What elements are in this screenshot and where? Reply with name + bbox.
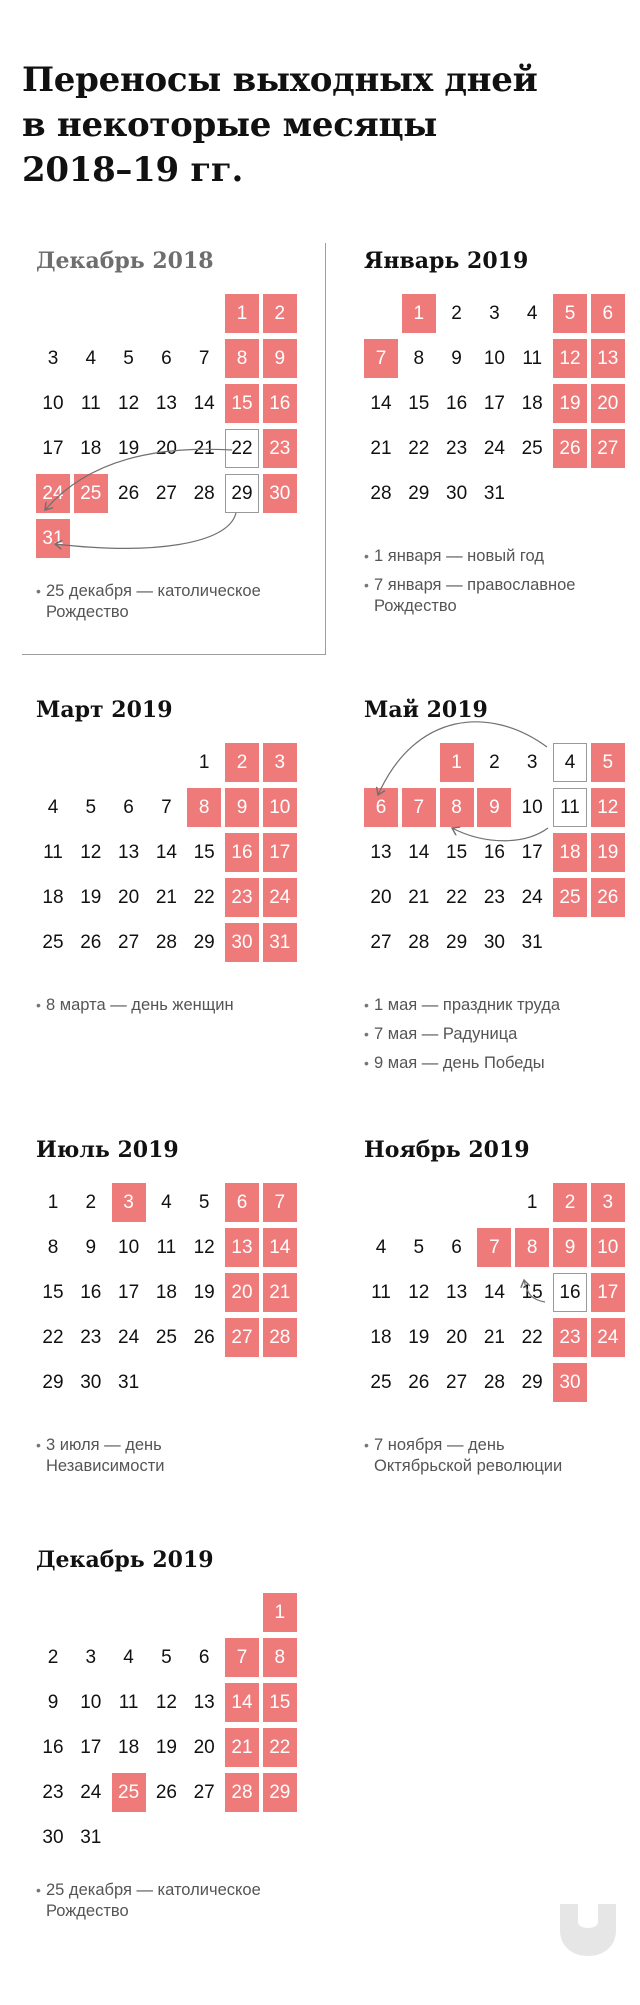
day-cell-16: 16 — [80, 1282, 102, 1303]
calendar-grid — [36, 1593, 306, 1853]
holiday-note: • 1 января — новый год — [364, 546, 640, 567]
day-cell-3: 3 — [489, 303, 500, 324]
day-cell-20: 20 — [591, 384, 625, 423]
day-cell-8: 8 — [187, 788, 221, 827]
day-cell-8: 8 — [225, 339, 259, 378]
month-mar-2019 — [22, 695, 312, 1115]
month-dec-2018 — [22, 246, 312, 666]
day-cell-10: 10 — [483, 348, 505, 369]
day-cell-28: 28 — [370, 483, 392, 504]
day-cell-9: 9 — [451, 348, 462, 369]
day-cell-20: 20 — [155, 438, 177, 459]
day-cell-2: 2 — [47, 1647, 59, 1668]
day-cell-30: 30 — [553, 1363, 587, 1402]
day-cell-25: 25 — [42, 932, 64, 953]
day-cell-3: 3 — [85, 1647, 97, 1668]
day-cell-24: 24 — [118, 1327, 140, 1348]
day-cell-16: 16 — [446, 393, 468, 414]
day-cell-4: 4 — [526, 303, 538, 324]
day-cell-23: 23 — [483, 887, 505, 908]
day-cell-23: 23 — [42, 1782, 64, 1803]
day-cell-2: 2 — [225, 743, 259, 782]
day-cell-5: 5 — [553, 294, 587, 333]
day-cell-25: 25 — [112, 1773, 146, 1812]
day-cell-17: 17 — [263, 833, 297, 872]
day-cell-29: 29 — [225, 474, 259, 513]
day-cell-29: 29 — [521, 1372, 543, 1393]
holiday-note: • 25 декабря — католическое Рождество — [36, 581, 312, 623]
day-cell-6: 6 — [198, 1647, 210, 1668]
calendar-grid — [36, 1183, 306, 1443]
calendar-grid — [364, 294, 634, 554]
day-cell-7: 7 — [477, 1228, 511, 1267]
month-title: Май 2019 — [364, 697, 488, 723]
day-cell-18: 18 — [521, 393, 543, 414]
day-cell-26: 26 — [193, 1327, 215, 1348]
day-cell-31: 31 — [36, 519, 70, 558]
day-cell-7: 7 — [198, 348, 210, 369]
day-cell-16: 16 — [483, 842, 505, 863]
day-cell-1: 1 — [47, 1192, 59, 1213]
day-cell-11: 11 — [156, 1237, 177, 1258]
holiday-note: • 8 марта — день женщин — [36, 995, 312, 1016]
holiday-notes — [364, 546, 640, 625]
day-cell-19: 19 — [155, 1737, 177, 1758]
day-cell-5: 5 — [123, 348, 134, 369]
day-cell-26: 26 — [553, 429, 587, 468]
day-cell-22: 22 — [263, 1728, 297, 1767]
day-cell-5: 5 — [161, 1647, 172, 1668]
day-cell-18: 18 — [155, 1282, 177, 1303]
day-cell-19: 19 — [80, 887, 102, 908]
day-cell-23: 23 — [263, 429, 297, 468]
day-cell-22: 22 — [42, 1327, 64, 1348]
month-dec-2019 — [22, 1545, 312, 1965]
holiday-notes — [364, 995, 640, 1082]
day-cell-21: 21 — [483, 1327, 505, 1348]
day-cell-22: 22 — [225, 429, 259, 468]
holiday-note: • 7 мая — Радуница — [364, 1024, 640, 1045]
day-cell-27: 27 — [155, 483, 177, 504]
day-cell-18: 18 — [370, 1327, 392, 1348]
holiday-notes — [36, 581, 312, 631]
holiday-notes — [36, 995, 312, 1024]
day-cell-26: 26 — [408, 1372, 430, 1393]
day-cell-17: 17 — [118, 1282, 140, 1303]
day-cell-29: 29 — [193, 932, 215, 953]
day-cell-14: 14 — [408, 842, 430, 863]
day-cell-6: 6 — [451, 1237, 462, 1258]
day-cell-28: 28 — [408, 932, 430, 953]
month-title: Январь 2019 — [364, 248, 529, 274]
day-cell-3: 3 — [591, 1183, 625, 1222]
day-cell-25: 25 — [521, 438, 543, 459]
day-cell-24: 24 — [591, 1318, 625, 1357]
day-cell-26: 26 — [591, 878, 625, 917]
day-cell-26: 26 — [155, 1782, 177, 1803]
day-cell-10: 10 — [591, 1228, 625, 1267]
day-cell-24: 24 — [80, 1782, 102, 1803]
day-cell-15: 15 — [446, 842, 468, 863]
day-cell-14: 14 — [483, 1282, 505, 1303]
calendar-grid — [364, 743, 634, 1003]
day-cell-7: 7 — [263, 1183, 297, 1222]
day-cell-29: 29 — [263, 1773, 297, 1812]
day-cell-15: 15 — [42, 1282, 64, 1303]
day-cell-21: 21 — [193, 438, 215, 459]
calendar-grid — [36, 743, 306, 1003]
day-cell-12: 12 — [155, 1692, 177, 1713]
day-cell-6: 6 — [123, 797, 134, 818]
day-cell-29: 29 — [446, 932, 468, 953]
day-cell-24: 24 — [483, 438, 505, 459]
holiday-note: • 7 ноября — день Октябрьской революции — [364, 1435, 640, 1477]
day-cell-3: 3 — [526, 752, 538, 773]
day-cell-13: 13 — [446, 1282, 468, 1303]
day-cell-26: 26 — [118, 483, 140, 504]
day-cell-2: 2 — [451, 303, 462, 324]
day-cell-17: 17 — [42, 438, 64, 459]
day-cell-21: 21 — [370, 438, 392, 459]
holiday-note: • 25 декабря — католическое Рождество — [36, 1880, 312, 1922]
day-cell-13: 13 — [591, 339, 625, 378]
month-title: Декабрь 2018 — [36, 248, 214, 274]
day-cell-9: 9 — [85, 1237, 97, 1258]
day-cell-12: 12 — [80, 842, 102, 863]
day-cell-27: 27 — [225, 1318, 259, 1357]
day-cell-31: 31 — [521, 932, 543, 953]
day-cell-7: 7 — [225, 1638, 259, 1677]
day-cell-16: 16 — [263, 384, 297, 423]
day-cell-18: 18 — [118, 1737, 140, 1758]
holiday-notes — [36, 1880, 312, 1930]
day-cell-10: 10 — [80, 1692, 102, 1713]
day-cell-9: 9 — [263, 339, 297, 378]
month-jan-2019 — [350, 246, 640, 666]
day-cell-17: 17 — [80, 1737, 102, 1758]
day-cell-16: 16 — [225, 833, 259, 872]
day-cell-4: 4 — [85, 348, 97, 369]
day-cell-31: 31 — [483, 483, 505, 504]
calendar-grid — [36, 294, 306, 554]
holiday-note: • 9 мая — день Победы — [364, 1053, 640, 1074]
day-cell-13: 13 — [193, 1692, 215, 1713]
day-cell-25: 25 — [155, 1327, 177, 1348]
day-cell-26: 26 — [80, 932, 102, 953]
day-cell-22: 22 — [521, 1327, 543, 1348]
day-cell-20: 20 — [118, 887, 140, 908]
day-cell-24: 24 — [36, 474, 70, 513]
day-cell-8: 8 — [263, 1638, 297, 1677]
day-cell-8: 8 — [515, 1228, 549, 1267]
day-cell-1: 1 — [402, 294, 436, 333]
day-cell-14: 14 — [263, 1228, 297, 1267]
day-cell-3: 3 — [47, 348, 59, 369]
day-cell-28: 28 — [193, 483, 215, 504]
day-cell-12: 12 — [118, 393, 140, 414]
day-cell-12: 12 — [591, 788, 625, 827]
day-cell-14: 14 — [370, 393, 392, 414]
day-cell-1: 1 — [263, 1593, 297, 1632]
day-cell-20: 20 — [370, 887, 392, 908]
day-cell-30: 30 — [80, 1372, 102, 1393]
day-cell-16: 16 — [42, 1737, 64, 1758]
day-cell-5: 5 — [198, 1192, 210, 1213]
day-cell-5: 5 — [591, 743, 625, 782]
day-cell-19: 19 — [193, 1282, 215, 1303]
day-cell-11: 11 — [80, 393, 101, 414]
day-cell-13: 13 — [155, 393, 177, 414]
holiday-notes — [364, 1435, 640, 1485]
day-cell-14: 14 — [193, 393, 215, 414]
day-cell-27: 27 — [370, 932, 392, 953]
day-cell-18: 18 — [80, 438, 102, 459]
day-cell-12: 12 — [408, 1282, 430, 1303]
day-cell-31: 31 — [263, 923, 297, 962]
day-cell-25: 25 — [370, 1372, 392, 1393]
day-cell-27: 27 — [446, 1372, 468, 1393]
day-cell-8: 8 — [440, 788, 474, 827]
day-cell-27: 27 — [591, 429, 625, 468]
day-cell-11: 11 — [522, 348, 543, 369]
day-cell-19: 19 — [553, 384, 587, 423]
day-cell-23: 23 — [225, 878, 259, 917]
day-cell-2: 2 — [553, 1183, 587, 1222]
day-cell-2: 2 — [489, 752, 500, 773]
day-cell-17: 17 — [591, 1273, 625, 1312]
day-cell-9: 9 — [47, 1692, 59, 1713]
day-cell-10: 10 — [263, 788, 297, 827]
day-cell-20: 20 — [193, 1737, 215, 1758]
day-cell-31: 31 — [80, 1827, 102, 1848]
day-cell-6: 6 — [225, 1183, 259, 1222]
day-cell-23: 23 — [553, 1318, 587, 1357]
day-cell-21: 21 — [408, 887, 430, 908]
day-cell-12: 12 — [553, 339, 587, 378]
day-cell-28: 28 — [155, 932, 177, 953]
day-cell-7: 7 — [161, 797, 172, 818]
day-cell-27: 27 — [193, 1782, 215, 1803]
day-cell-17: 17 — [521, 842, 543, 863]
day-cell-11: 11 — [43, 842, 63, 863]
day-cell-3: 3 — [263, 743, 297, 782]
day-cell-11: 11 — [118, 1692, 139, 1713]
day-cell-9: 9 — [477, 788, 511, 827]
day-cell-10: 10 — [521, 797, 543, 818]
day-cell-19: 19 — [591, 833, 625, 872]
day-cell-22: 22 — [446, 887, 468, 908]
day-cell-1: 1 — [526, 1192, 538, 1213]
day-cell-23: 23 — [446, 438, 468, 459]
day-cell-8: 8 — [413, 348, 425, 369]
day-cell-7: 7 — [402, 788, 436, 827]
month-title: Март 2019 — [36, 697, 173, 723]
month-title: Декабрь 2019 — [36, 1547, 214, 1573]
day-cell-30: 30 — [263, 474, 297, 513]
day-cell-9: 9 — [225, 788, 259, 827]
day-cell-14: 14 — [155, 842, 177, 863]
calendar-grid — [364, 1183, 634, 1443]
month-title: Ноябрь 2019 — [364, 1137, 530, 1163]
day-cell-22: 22 — [193, 887, 215, 908]
day-cell-5: 5 — [413, 1237, 425, 1258]
day-cell-27: 27 — [118, 932, 140, 953]
day-cell-8: 8 — [47, 1237, 59, 1258]
day-cell-28: 28 — [263, 1318, 297, 1357]
day-cell-10: 10 — [42, 393, 64, 414]
day-cell-14: 14 — [225, 1683, 259, 1722]
day-cell-10: 10 — [118, 1237, 140, 1258]
day-cell-16: 16 — [553, 1273, 587, 1312]
day-cell-25: 25 — [553, 878, 587, 917]
day-cell-18: 18 — [42, 887, 64, 908]
day-cell-15: 15 — [225, 384, 259, 423]
day-cell-28: 28 — [225, 1773, 259, 1812]
day-cell-31: 31 — [118, 1372, 140, 1393]
day-cell-21: 21 — [225, 1728, 259, 1767]
day-cell-12: 12 — [193, 1237, 215, 1258]
day-cell-13: 13 — [370, 842, 392, 863]
logo-icon — [556, 1898, 620, 1960]
holiday-note: • 3 июля — день Независимости — [36, 1435, 312, 1477]
day-cell-15: 15 — [193, 842, 215, 863]
page-title: Переносы выходных дней в некоторые месяцы 2018–19 гг. — [22, 60, 538, 190]
day-cell-29: 29 — [42, 1372, 64, 1393]
day-cell-17: 17 — [483, 393, 505, 414]
day-cell-2: 2 — [85, 1192, 97, 1213]
day-cell-15: 15 — [521, 1282, 543, 1303]
day-cell-6: 6 — [364, 788, 398, 827]
day-cell-13: 13 — [118, 842, 140, 863]
month-title: Июль 2019 — [36, 1137, 179, 1163]
day-cell-19: 19 — [118, 438, 140, 459]
day-cell-4: 4 — [47, 797, 59, 818]
day-cell-9: 9 — [553, 1228, 587, 1267]
month-nov-2019 — [350, 1135, 640, 1555]
day-cell-1: 1 — [225, 294, 259, 333]
day-cell-20: 20 — [225, 1273, 259, 1312]
day-cell-30: 30 — [483, 932, 505, 953]
day-cell-11: 11 — [553, 788, 587, 827]
day-cell-2: 2 — [263, 294, 297, 333]
day-cell-11: 11 — [371, 1282, 391, 1303]
day-cell-24: 24 — [521, 887, 543, 908]
day-cell-30: 30 — [446, 483, 468, 504]
day-cell-15: 15 — [408, 393, 430, 414]
day-cell-21: 21 — [263, 1273, 297, 1312]
day-cell-13: 13 — [225, 1228, 259, 1267]
day-cell-25: 25 — [74, 474, 108, 513]
day-cell-4: 4 — [375, 1237, 387, 1258]
holiday-note: • 1 мая — праздник труда — [364, 995, 640, 1016]
day-cell-19: 19 — [408, 1327, 430, 1348]
day-cell-6: 6 — [161, 348, 172, 369]
day-cell-28: 28 — [483, 1372, 505, 1393]
day-cell-5: 5 — [85, 797, 97, 818]
day-cell-30: 30 — [225, 923, 259, 962]
holiday-note: • 7 января — православное Рождество — [364, 575, 640, 617]
day-cell-4: 4 — [553, 743, 587, 782]
day-cell-3: 3 — [112, 1183, 146, 1222]
day-cell-7: 7 — [364, 339, 398, 378]
day-cell-21: 21 — [155, 887, 177, 908]
day-cell-1: 1 — [440, 743, 474, 782]
day-cell-20: 20 — [446, 1327, 468, 1348]
day-cell-6: 6 — [591, 294, 625, 333]
day-cell-1: 1 — [198, 752, 210, 773]
day-cell-18: 18 — [553, 833, 587, 872]
holiday-notes — [36, 1435, 312, 1485]
day-cell-4: 4 — [123, 1647, 134, 1668]
day-cell-23: 23 — [80, 1327, 102, 1348]
day-cell-4: 4 — [161, 1192, 172, 1213]
day-cell-29: 29 — [408, 483, 430, 504]
day-cell-15: 15 — [263, 1683, 297, 1722]
day-cell-24: 24 — [263, 878, 297, 917]
month-may-2019 — [350, 695, 640, 1115]
month-jul-2019 — [22, 1135, 312, 1555]
day-cell-30: 30 — [42, 1827, 64, 1848]
day-cell-22: 22 — [408, 438, 430, 459]
